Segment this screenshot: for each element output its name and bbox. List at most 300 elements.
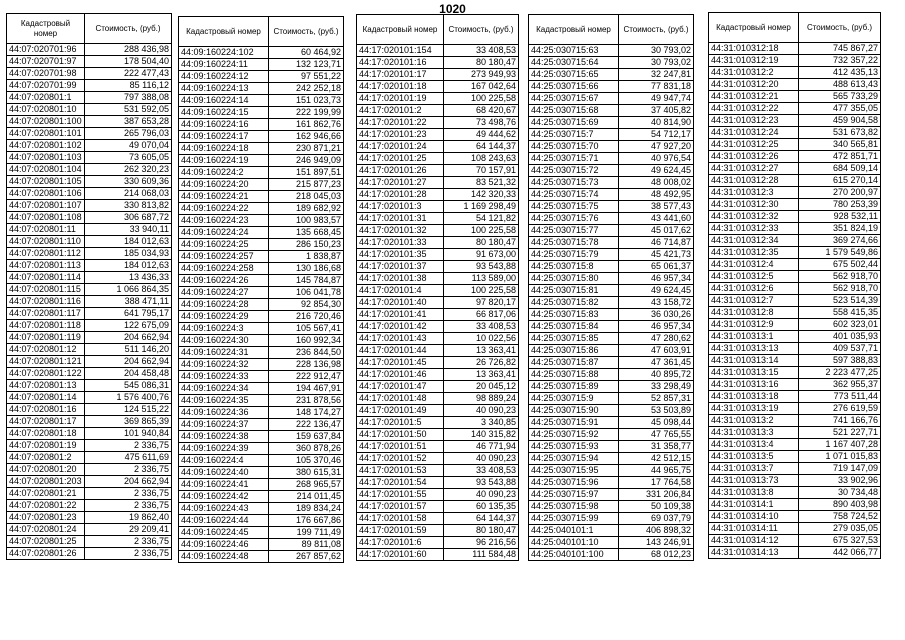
table-row: [179, 227, 344, 239]
cadastral-number: 44:17:020101:43: [357, 333, 444, 345]
table-row: [529, 369, 694, 381]
table-row: [357, 297, 519, 309]
cost-value: 20 045,12: [444, 381, 519, 393]
cadastral-number: 44:31:010312:34: [709, 235, 799, 247]
registry-table-4: [528, 14, 694, 561]
table-row: [357, 429, 519, 441]
cost-value: 472 851,71: [799, 151, 881, 163]
cost-value: 46 957,34: [619, 321, 694, 333]
cadastral-number: 44:09:160224:28: [179, 299, 269, 311]
cost-value: 369 274,66: [799, 235, 881, 247]
cadastral-number: 44:07:020801:1: [7, 92, 85, 104]
cost-value: 184 012,63: [85, 260, 172, 272]
cadastral-number: 44:31:010312:5: [709, 271, 799, 283]
cadastral-number: 44:17:020101:55: [357, 489, 444, 501]
cost-value: 362 955,37: [799, 379, 881, 391]
cadastral-number: 44:07:020801:112: [7, 248, 85, 260]
cost-value: 47 361,45: [619, 357, 694, 369]
table-row: [179, 347, 344, 359]
table-row: [529, 57, 694, 69]
cadastral-number: 44:09:160224:31: [179, 347, 269, 359]
table-row: [357, 237, 519, 249]
table-row: [529, 201, 694, 213]
cadastral-number: 44:09:160224:12: [179, 71, 269, 83]
cost-value: 80 180,47: [444, 237, 519, 249]
cadastral-number: 44:25:030715:69: [529, 117, 619, 129]
table-row: [357, 453, 519, 465]
cost-value: 70 157,91: [444, 165, 519, 177]
cadastral-number: 44:25:030715:71: [529, 153, 619, 165]
cadastral-number: 44:17:020101:51: [357, 441, 444, 453]
cadastral-number: 44:07:020801:13: [7, 380, 85, 392]
table-row: [7, 56, 172, 68]
cadastral-number: 44:25:030715:72: [529, 165, 619, 177]
cost-value: 101 940,84: [85, 428, 172, 440]
table-row: [7, 284, 172, 296]
cost-value: 267 857,62: [269, 551, 344, 563]
table-row: [529, 45, 694, 57]
cadastral-number: 44:07:020801:19: [7, 440, 85, 452]
cost-value: 330 609,36: [85, 176, 172, 188]
table-row: [529, 81, 694, 93]
cost-value: 1 838,87: [269, 251, 344, 263]
cadastral-number: 44:25:030715:89: [529, 381, 619, 393]
cost-value: 2 336,75: [85, 464, 172, 476]
cost-value: 388 471,11: [85, 296, 172, 308]
table-row: [529, 153, 694, 165]
table-row: [7, 236, 172, 248]
cost-value: 46 714,87: [619, 237, 694, 249]
cost-value: 124 515,22: [85, 404, 172, 416]
table-row: [529, 333, 694, 345]
table-row: [529, 165, 694, 177]
table-row: [7, 320, 172, 332]
cost-value: 161 862,76: [269, 119, 344, 131]
cadastral-number: 44:31:010312:9: [709, 319, 799, 331]
cost-value: 54 121,82: [444, 213, 519, 225]
table-row: [179, 419, 344, 431]
table-row: [709, 103, 881, 115]
cost-value: 602 323,01: [799, 319, 881, 331]
cost-value: 73 605,05: [85, 152, 172, 164]
cadastral-number: 44:25:030715:80: [529, 273, 619, 285]
table-row: [179, 107, 344, 119]
table-row: [357, 417, 519, 429]
cadastral-number: 44:31:010313:1: [709, 331, 799, 343]
cadastral-number: 44:07:020801:14: [7, 392, 85, 404]
cadastral-number: 44:31:010312:33: [709, 223, 799, 235]
cost-value: 105 370,46: [269, 455, 344, 467]
cadastral-number: 44:25:040101:100: [529, 549, 619, 561]
cadastral-number: 44:25:030715:90: [529, 405, 619, 417]
table-row: [7, 392, 172, 404]
cadastral-number: 44:17:020101:154: [357, 45, 444, 57]
cost-value: 49 947,74: [619, 93, 694, 105]
cadastral-number: 44:25:030715:94: [529, 453, 619, 465]
table-row: [709, 355, 881, 367]
table-row: [709, 187, 881, 199]
cadastral-number: 44:25:030715:74: [529, 189, 619, 201]
table-row: [529, 417, 694, 429]
table-row: [179, 407, 344, 419]
registry-table-1: [6, 13, 172, 560]
table-row: [529, 129, 694, 141]
cadastral-number: 44:07:020801:11: [7, 224, 85, 236]
table-row: [357, 225, 519, 237]
cost-value: 36 030,26: [619, 309, 694, 321]
table-row: [357, 321, 519, 333]
table-row: [529, 441, 694, 453]
cost-value: 77 831,18: [619, 81, 694, 93]
table-row: [357, 525, 519, 537]
cost-value: 2 336,75: [85, 500, 172, 512]
cadastral-number: 44:31:010312:4: [709, 259, 799, 271]
table-row: [357, 93, 519, 105]
table-row: [7, 524, 172, 536]
cadastral-number: 44:09:160224:48: [179, 551, 269, 563]
table-row: [7, 44, 172, 56]
cost-value: 262 320,23: [85, 164, 172, 176]
cost-value: 242 252,18: [269, 83, 344, 95]
cadastral-number: 44:17:020101:41: [357, 309, 444, 321]
cost-value: 797 388,08: [85, 92, 172, 104]
table-row: [7, 260, 172, 272]
table-row: [7, 440, 172, 452]
table-row: [7, 140, 172, 152]
cost-value: 30 793,02: [619, 57, 694, 69]
cadastral-number: 44:31:010313:14: [709, 355, 799, 367]
cadastral-number: 44:25:030715:8: [529, 261, 619, 273]
table-row: [529, 453, 694, 465]
cadastral-number: 44:07:020801:17: [7, 416, 85, 428]
cadastral-number: 44:25:030715:96: [529, 477, 619, 489]
cadastral-number: 44:09:160224:26: [179, 275, 269, 287]
cadastral-number: 44:07:020801:114: [7, 272, 85, 284]
cadastral-number: 44:17:020101:27: [357, 177, 444, 189]
cost-value: 286 150,23: [269, 239, 344, 251]
cadastral-number: 44:17:020101:32: [357, 225, 444, 237]
table-row: [7, 116, 172, 128]
cadastral-number: 44:25:030715:88: [529, 369, 619, 381]
cost-value: 49 624,45: [619, 165, 694, 177]
table-row: [357, 165, 519, 177]
table-row: [179, 503, 344, 515]
cadastral-number: 44:31:010312:3: [709, 187, 799, 199]
cadastral-number: 44:31:010312:25: [709, 139, 799, 151]
cadastral-number: 44:25:030715:93: [529, 441, 619, 453]
table-row: [709, 439, 881, 451]
cadastral-number: 44:17:020101:48: [357, 393, 444, 405]
registry-table-2: [178, 16, 344, 563]
cost-value: 32 247,81: [619, 69, 694, 81]
cadastral-number: 44:17:020101:40: [357, 297, 444, 309]
table-row: [179, 191, 344, 203]
header-cadastral: Кадастровый номер: [529, 15, 619, 45]
table-row: [7, 188, 172, 200]
cost-value: 93 543,88: [444, 477, 519, 489]
cost-value: 80 180,47: [444, 525, 519, 537]
cadastral-number: 44:25:030715:95: [529, 465, 619, 477]
table-row: [709, 271, 881, 283]
table-row: [529, 225, 694, 237]
cadastral-number: 44:09:160224:14: [179, 95, 269, 107]
cost-value: 3 340,85: [444, 417, 519, 429]
cadastral-number: 44:17:020101:49: [357, 405, 444, 417]
cadastral-number: 44:25:030715:86: [529, 345, 619, 357]
cost-value: 442 066,77: [799, 547, 881, 559]
cadastral-number: 44:31:010312:20: [709, 79, 799, 91]
cadastral-number: 44:07:020801:23: [7, 512, 85, 524]
cadastral-number: 44:25:030715:92: [529, 429, 619, 441]
cost-value: 1 167 407,28: [799, 439, 881, 451]
cost-value: 562 918,70: [799, 271, 881, 283]
cadastral-number: 44:07:020801:110: [7, 236, 85, 248]
cost-value: 773 511,44: [799, 391, 881, 403]
cadastral-number: 44:09:160224:2: [179, 167, 269, 179]
table-row: [709, 547, 881, 559]
header-cadastral: Кадастровый номер: [709, 13, 799, 43]
table-row: [529, 381, 694, 393]
table-row: [7, 332, 172, 344]
table-row: [179, 443, 344, 455]
cadastral-number: 44:17:020101:59: [357, 525, 444, 537]
table-row: [357, 405, 519, 417]
table-row: [179, 299, 344, 311]
cadastral-number: 44:31:010312:19: [709, 55, 799, 67]
cadastral-number: 44:17:020101:5: [357, 417, 444, 429]
table-row: [357, 357, 519, 369]
cost-value: 641 795,17: [85, 308, 172, 320]
cadastral-number: 44:25:030715:87: [529, 357, 619, 369]
table-row: [357, 81, 519, 93]
table-row: [357, 117, 519, 129]
cadastral-number: 44:17:020101:45: [357, 357, 444, 369]
table-row: [7, 308, 172, 320]
cost-value: 37 405,82: [619, 105, 694, 117]
cost-value: 46 771,94: [444, 441, 519, 453]
cost-value: 684 509,14: [799, 163, 881, 175]
cost-value: 33 902,96: [799, 475, 881, 487]
cost-value: 29 209,41: [85, 524, 172, 536]
cadastral-number: 44:07:020801:101: [7, 128, 85, 140]
cadastral-number: 44:07:020801:21: [7, 488, 85, 500]
table-row: [357, 249, 519, 261]
cost-value: 65 061,37: [619, 261, 694, 273]
cost-value: 40 895,72: [619, 369, 694, 381]
cost-value: 108 243,63: [444, 153, 519, 165]
cost-value: 96 216,56: [444, 537, 519, 549]
table-row: [709, 307, 881, 319]
table-row: [179, 527, 344, 539]
cost-value: 288 436,98: [85, 44, 172, 56]
table-row: [357, 381, 519, 393]
table-row: [709, 295, 881, 307]
cadastral-number: 44:25:030715:91: [529, 417, 619, 429]
cadastral-number: 44:09:160224:102: [179, 47, 269, 59]
cost-value: 68 012,23: [619, 549, 694, 561]
cadastral-number: 44:25:040101:1: [529, 525, 619, 537]
cadastral-number: 44:31:010314:11: [709, 523, 799, 535]
cadastral-number: 44:25:030715:85: [529, 333, 619, 345]
cost-value: 218 045,03: [269, 191, 344, 203]
cost-value: 189 682,92: [269, 203, 344, 215]
table-row: [529, 69, 694, 81]
table-row: [7, 356, 172, 368]
cadastral-number: 44:25:030715:81: [529, 285, 619, 297]
table-row: [179, 491, 344, 503]
cost-value: 1 169 298,49: [444, 201, 519, 213]
cadastral-number: 44:25:030715:7: [529, 129, 619, 141]
cost-value: 1 579 549,86: [799, 247, 881, 259]
cadastral-number: 44:17:020101:37: [357, 261, 444, 273]
table-row: [7, 80, 172, 92]
cost-value: 2 336,75: [85, 488, 172, 500]
cost-value: 33 940,11: [85, 224, 172, 236]
cadastral-number: 44:31:010314:10: [709, 511, 799, 523]
cost-value: 47 927,20: [619, 141, 694, 153]
table-row: [529, 177, 694, 189]
table-row: [529, 501, 694, 513]
cost-value: 93 543,88: [444, 261, 519, 273]
table-row: [529, 489, 694, 501]
cost-value: 89 811,08: [269, 539, 344, 551]
cadastral-number: 44:07:020801:18: [7, 428, 85, 440]
cost-value: 44 965,75: [619, 465, 694, 477]
cadastral-number: 44:07:020801:115: [7, 284, 85, 296]
cadastral-number: 44:07:020801:103: [7, 152, 85, 164]
cadastral-number: 44:09:160224:11: [179, 59, 269, 71]
cost-value: 64 144,37: [444, 141, 519, 153]
cost-value: 459 904,58: [799, 115, 881, 127]
cost-value: 204 662,94: [85, 356, 172, 368]
cadastral-number: 44:09:160224:38: [179, 431, 269, 443]
table-row: [709, 139, 881, 151]
header-cadastral: Кадастровый номер: [7, 14, 85, 44]
cadastral-number: 44:17:020101:46: [357, 369, 444, 381]
cost-value: 80 180,47: [444, 57, 519, 69]
cost-value: 758 724,52: [799, 511, 881, 523]
cadastral-number: 44:31:010312:26: [709, 151, 799, 163]
cost-value: 488 613,43: [799, 79, 881, 91]
table-row: [357, 477, 519, 489]
cadastral-number: 44:25:030715:82: [529, 297, 619, 309]
cadastral-number: 44:17:020101:24: [357, 141, 444, 153]
cadastral-number: 44:31:010314:13: [709, 547, 799, 559]
table-row: [179, 395, 344, 407]
table-row: [357, 489, 519, 501]
cost-value: 47 280,62: [619, 333, 694, 345]
table-row: [529, 213, 694, 225]
cadastral-number: 44:25:030715:66: [529, 81, 619, 93]
table-row: [7, 200, 172, 212]
cost-value: 45 098,44: [619, 417, 694, 429]
table-row: [709, 319, 881, 331]
registry-table-3: [356, 14, 519, 561]
cadastral-number: 44:25:030715:63: [529, 45, 619, 57]
table-row: [709, 415, 881, 427]
cost-value: 475 611,69: [85, 452, 172, 464]
table-row: [7, 296, 172, 308]
cadastral-number: 44:25:040101:10: [529, 537, 619, 549]
cadastral-number: 44:31:010313:2: [709, 415, 799, 427]
table-row: [709, 175, 881, 187]
table-row: [7, 128, 172, 140]
cost-value: 151 023,73: [269, 95, 344, 107]
table-row: [529, 393, 694, 405]
cadastral-number: 44:07:020701:98: [7, 68, 85, 80]
cost-value: 40 090,23: [444, 489, 519, 501]
cost-value: 780 253,39: [799, 199, 881, 211]
cadastral-number: 44:07:020801:2: [7, 452, 85, 464]
table-row: [179, 335, 344, 347]
table-row: [7, 476, 172, 488]
header-cost: Стоимость, (руб.): [444, 15, 519, 45]
cost-value: 33 298,49: [619, 381, 694, 393]
cadastral-number: 44:09:160224:13: [179, 83, 269, 95]
table-row: [7, 536, 172, 548]
cost-value: 49 070,04: [85, 140, 172, 152]
cost-value: 268 965,57: [269, 479, 344, 491]
cadastral-number: 44:17:020101:53: [357, 465, 444, 477]
table-row: [7, 488, 172, 500]
cadastral-number: 44:25:030715:84: [529, 321, 619, 333]
cost-value: 31 358,77: [619, 441, 694, 453]
table-row: [357, 45, 519, 57]
cost-value: 184 012,63: [85, 236, 172, 248]
cadastral-number: 44:09:160224:20: [179, 179, 269, 191]
cadastral-number: 44:09:160224:27: [179, 287, 269, 299]
cost-value: 47 765,55: [619, 429, 694, 441]
table-row: [529, 513, 694, 525]
cadastral-number: 44:25:030715:73: [529, 177, 619, 189]
table-row: [709, 451, 881, 463]
cost-value: 523 514,39: [799, 295, 881, 307]
table-row: [709, 379, 881, 391]
cost-value: 531 592,05: [85, 104, 172, 116]
cadastral-number: 44:09:160224:36: [179, 407, 269, 419]
cadastral-number: 44:17:020101:4: [357, 285, 444, 297]
cost-value: 111 584,48: [444, 549, 519, 561]
page-number: 1020: [439, 2, 466, 16]
table-row: [709, 523, 881, 535]
cost-value: 97 820,17: [444, 297, 519, 309]
cost-value: 42 512,15: [619, 453, 694, 465]
cadastral-number: 44:09:160224:15: [179, 107, 269, 119]
cadastral-number: 44:07:020801:122: [7, 368, 85, 380]
cadastral-number: 44:09:160224:19: [179, 155, 269, 167]
table-row: [709, 43, 881, 55]
table-row: [179, 59, 344, 71]
cost-value: 33 408,53: [444, 45, 519, 57]
cost-value: 675 502,44: [799, 259, 881, 271]
cadastral-number: 44:09:160224:4: [179, 455, 269, 467]
cadastral-number: 44:17:020101:25: [357, 153, 444, 165]
cost-value: 562 918,70: [799, 283, 881, 295]
table-row: [709, 367, 881, 379]
table-row: [529, 93, 694, 105]
cadastral-number: 44:17:020101:60: [357, 549, 444, 561]
cost-value: 2 336,75: [85, 548, 172, 560]
table-row: [529, 429, 694, 441]
cost-value: 521 227,71: [799, 427, 881, 439]
cost-value: 176 667,86: [269, 515, 344, 527]
cadastral-number: 44:31:010313:3: [709, 427, 799, 439]
cost-value: 890 403,98: [799, 499, 881, 511]
table-row: [709, 343, 881, 355]
cost-value: 270 200,97: [799, 187, 881, 199]
table-row: [179, 539, 344, 551]
table-row: [179, 215, 344, 227]
